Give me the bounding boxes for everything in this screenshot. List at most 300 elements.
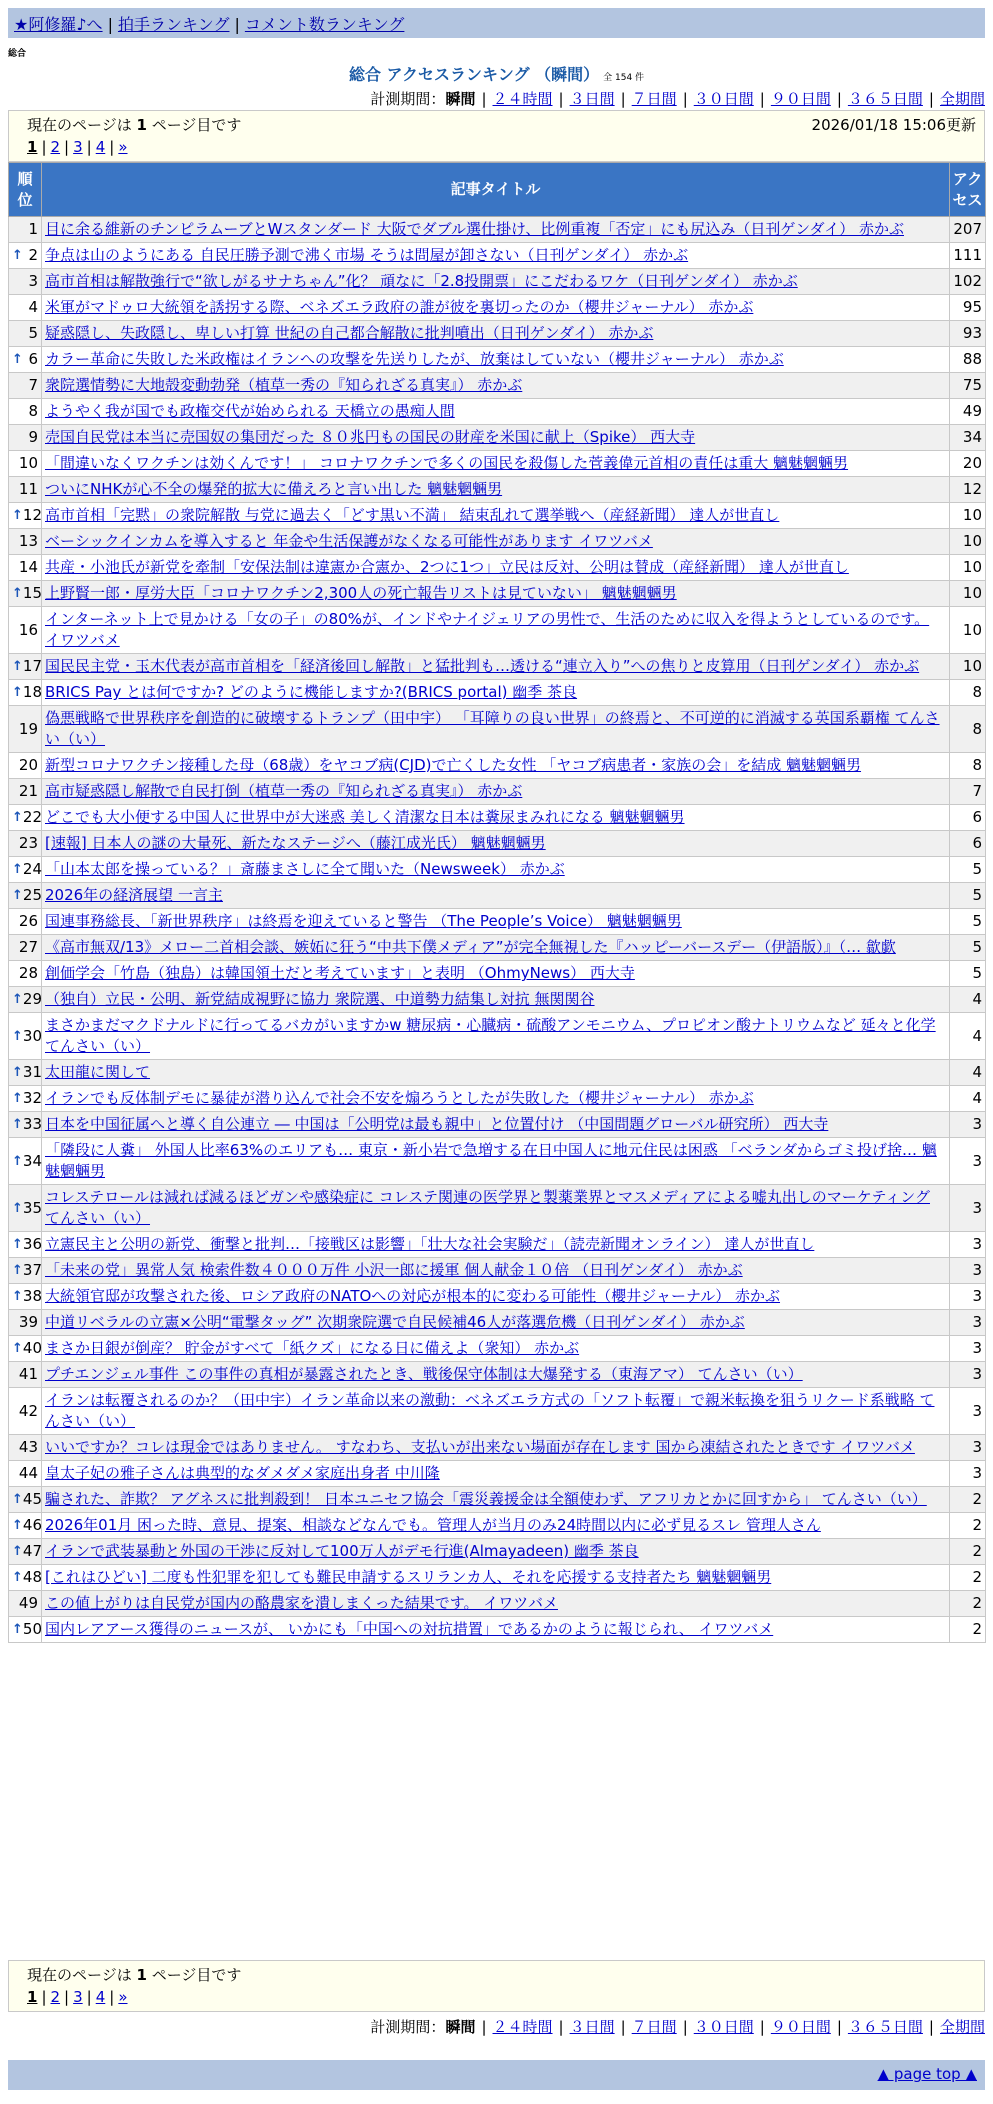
period-option-link[interactable]: ３日間 [569,2018,615,2036]
article-title-link[interactable]: 立憲民主と公明の新党、衝撃と批判…「接戦区は影響」「壮大な社会実験だ」（読売新聞オンライン） 達人が世直し [45,1235,815,1253]
access-count: 8 [950,706,986,753]
rank-cell [9,1617,42,1643]
access-count: 2 [950,1617,986,1643]
table-row [9,1060,986,1086]
period-selector-top [370,88,985,109]
access-count: 207 [950,217,986,243]
access-count: 3 [950,1362,986,1388]
article-title-link[interactable]: 争点は山のようにある 自民圧勝予測で沸く市場 そうは問屋が卸さない（日刊ゲンダイ） 赤かぶ [45,246,689,264]
article-title-link[interactable]: 国民民主党・玉木代表が高市首相を「経済後回し解散」と猛批判も…透ける“連立入り”への焦りと皮算用（日刊ゲンダイ） 赤かぶ [45,657,920,675]
period-separator: | [620,90,626,108]
rank-cell [9,451,42,477]
article-title-link[interactable]: 中道リベラルの立憲×公明“電撃タッグ” 次期衆院選で自民候補46人が落選危機（日刊ゲンダイ） 赤かぶ [45,1313,745,1331]
period-label: 計測期間： [370,2018,446,2036]
rank-number: 34 [22,1151,42,1170]
home-link[interactable]: ★阿修羅♪へ [14,15,103,34]
page-link[interactable]: 3 [73,1988,83,2006]
article-title-link[interactable]: この値上がりは自民党が国内の酪農家を潰しまくった結果です。 イワツバメ [45,1594,558,1612]
table-row [9,1487,986,1513]
period-option-link[interactable]: ２４時間 [492,90,553,108]
period-option-current: 瞬間 [445,2018,476,2036]
title-cell [42,831,950,857]
rank-up-arrow-icon: ↑ [12,1237,23,1252]
article-title-link[interactable]: [これはひどい] 二度も性犯罪を犯しても難民申請するスリランカ人、それを応援する支持者たち 魑魅魍魎男 [45,1568,772,1586]
rank-cell [9,1232,42,1258]
table-row [9,451,986,477]
rank-cell [9,373,42,399]
rank-number: 50 [22,1620,42,1638]
rank-up-arrow-icon: ↑ [12,1289,23,1304]
table-row [9,1539,986,1565]
rank-number: 40 [22,1339,42,1357]
article-title-link[interactable]: 高市首相は解散強行で“欲しがるサナちゃん”化？ 頑なに「2.8投開票」にこだわるワケ（日刊ゲンダイ） 赤かぶ [45,272,798,290]
period-option-link[interactable]: ３６５日間 [847,90,923,108]
table-row [9,779,986,805]
rank-number: 25 [22,886,42,904]
rank-up-arrow-icon: ↑ [12,1544,23,1559]
next-page-link[interactable]: » [118,1988,128,2006]
article-title-link[interactable]: 太田龍に関して [45,1063,151,1081]
rank-up-arrow-icon: ↑ [12,992,23,1007]
title-cell [42,1617,950,1643]
period-separator: | [759,2018,765,2036]
rank-number: 33 [22,1115,42,1133]
table-row [9,961,986,987]
rank-up-arrow-icon: ↑ [12,1028,23,1044]
rank-cell [9,529,42,555]
title-cell [42,1336,950,1362]
table-row [9,935,986,961]
rank-number: 46 [22,1516,42,1534]
rank-up-arrow-icon: ↑ [12,1200,23,1216]
ranking-heading [0,62,993,85]
period-option-link[interactable]: ９０日間 [770,2018,831,2036]
nav-separator: | [234,15,240,34]
rank-up-arrow-icon: ↑ [12,1341,23,1356]
rank-number: 22 [22,808,42,826]
table-row [9,680,986,706]
article-title-link[interactable]: ベーシックインカムを導入すると 年金や生活保護がなくなる可能性があります イワツバメ [45,532,653,550]
title-cell [42,1258,950,1284]
rank-cell [9,987,42,1013]
article-title-link[interactable]: 2026年01月 困った時、意見、提案、相談などなんでも。管理人が当月のみ24時間以内に必ず見るスレ 管理人さん [45,1516,821,1534]
table-row [9,1388,986,1435]
article-title-link[interactable]: 2026年の経済展望 一言主 [45,886,223,904]
title-cell [42,753,950,779]
rank-number: 48 [22,1568,42,1586]
access-count: 10 [950,654,986,680]
rank-cell [9,1435,42,1461]
rank-cell [9,607,42,654]
title-cell [42,1362,950,1388]
rank-number: 10 [18,454,38,472]
access-count: 2 [950,1591,986,1617]
article-title-link[interactable]: 疑惑隠し、失政隠し、卑しい打算 世紀の自己都合解散に批判噴出（日刊ゲンダイ） 赤かぶ [45,324,654,342]
rank-number: 38 [22,1287,42,1305]
access-count: 3 [950,1461,986,1487]
article-title-link[interactable]: 共産・小池氏が新党を牽制「安保法制は違憲か合憲か、2つに1つ」立民は反対、公明は賛成（産経新聞） 達人が世直し [45,558,849,576]
article-title-link[interactable]: 高市首相「完黙」の衆院解散 与党に過去く「どす黒い不満」 結束乱れて選挙戦へ（産経新聞） 達人が世直し [45,506,780,524]
rank-up-arrow-icon: ↑ [12,586,23,601]
article-title-link[interactable]: 「未来の党」異常人気 検索件数４０００万件 小沢一郎に援軍 個人献金１０倍 （日刊ゲンダイ） 赤かぶ [45,1261,743,1279]
rank-number: 43 [18,1438,38,1456]
title-cell [42,425,950,451]
rank-cell [9,1513,42,1539]
table-row [9,909,986,935]
rank-cell [9,1362,42,1388]
rank-number: 20 [18,756,38,774]
rank-up-arrow-icon: ↑ [12,862,23,877]
access-count: 10 [950,581,986,607]
period-label: 計測期間： [370,90,446,108]
rank-cell [9,1461,42,1487]
rank-cell [9,1185,42,1232]
title-cell [42,1487,950,1513]
table-row [9,529,986,555]
article-title-link[interactable]: 衆院選情勢に大地殻変動勃発（植草一秀の『知られざる真実』） 赤かぶ [45,376,523,394]
article-title-link[interactable]: 国内レアアース獲得のニュースが、 いかにも「中国への対抗措置」であるかのように報じられ、 イワツバメ [45,1620,774,1638]
access-count: 2 [950,1539,986,1565]
period-option-link[interactable]: ７日間 [631,90,677,108]
table-row [9,1258,986,1284]
rank-number: 3 [28,272,38,290]
rank-number: 26 [18,912,38,930]
page-link[interactable]: 4 [95,1988,106,2006]
article-title-link[interactable]: 大統領官邸が攻撃された後、ロシア政府のNATOへの対応が根本的に変わる可能性（櫻井ジャーナル） 赤かぶ [45,1287,781,1305]
page-link[interactable]: 3 [73,138,83,156]
page-links [27,138,128,156]
title-cell [42,857,950,883]
article-title-link[interactable]: イランでも反体制デモに暴徒が潜り込んで社会不安を煽ろうとしたが失敗した（櫻井ジャーナル） 赤かぶ [45,1089,754,1107]
page-links [27,1988,128,2006]
access-count: 3 [950,1232,986,1258]
access-count: 20 [950,451,986,477]
page-separator: | [109,138,115,156]
rank-number: 16 [18,620,38,639]
article-title-link[interactable]: ようやく我が国でも政権交代が始められる 天橋立の愚痴人間 [45,402,455,420]
rank-cell [9,1388,42,1435]
rank-number: 19 [18,719,38,738]
table-row [9,607,986,654]
article-title-link[interactable]: 日本を中国征属へと導く自公連立 ― 中国は「公明党は最も親中」と位置付け （中国問題グローバル研究所） 西大寺 [45,1115,829,1133]
access-count: 7 [950,779,986,805]
rank-cell [9,831,42,857]
ranking-title: 総合 アクセスランキング （瞬間） [348,65,600,84]
article-title-link[interactable]: 米軍がマドゥロ大統領を誘拐する際、ベネズエラ政府の誰が彼を裏切ったのか（櫻井ジャーナル） 赤かぶ [45,298,754,316]
article-title-link[interactable]: インターネット上で見かける「女の子」の80%が、インドやナイジェリアの男性で、生活のために収入を得ようとしているのです。 イワツバメ [45,610,930,649]
rank-number: 42 [18,1401,38,1420]
title-cell [42,961,950,987]
access-count: 95 [950,295,986,321]
rank-number: 15 [22,584,42,602]
article-title-link[interactable]: 売国自民党は本当に売国奴の集団だった ８０兆円もの国民の財産を米国に献上（Spike） 西大寺 [45,428,696,446]
genre-label: 総合 [8,49,27,59]
access-count: 93 [950,321,986,347]
access-count: 10 [950,529,986,555]
access-count: 111 [950,243,986,269]
rank-cell [9,1565,42,1591]
table-row [9,1138,986,1185]
comment-ranking-link[interactable]: コメント数ランキング [244,15,405,34]
access-count: 3 [950,1112,986,1138]
current-page-number: 1 [136,116,147,134]
title-cell [42,607,950,654]
access-count: 3 [950,1185,986,1232]
access-count: 2 [950,1565,986,1591]
article-title-link[interactable]: BRICS Pay とは何ですか? どのように機能しますか?(BRICS portal) 幽季 茶良 [45,683,578,701]
rank-number: 44 [18,1464,38,1482]
rank-number: 6 [28,350,38,368]
table-row [9,1513,986,1539]
rank-cell [9,857,42,883]
table-row [9,1435,986,1461]
rank-cell [9,1487,42,1513]
title-cell [42,399,950,425]
rank-number: 9 [28,428,38,446]
access-count: 5 [950,883,986,909]
article-title-link[interactable]: ついにNHKが心不全の爆発的拡大に備えろと言い出した 魑魅魍魎男 [45,480,503,498]
page-separator: | [64,1988,70,2006]
table-row [9,425,986,451]
page-top-link[interactable]: ▲ page top ▲ [877,2065,977,2083]
table-row [9,347,986,373]
clap-ranking-link[interactable]: 拍手ランキング [117,15,230,34]
article-title-link[interactable]: カラー革命に失敗した米政権はイランへの攻撃を先送りしたが、放棄はしていない（櫻井ジャーナル） 赤かぶ [45,350,784,368]
ranking-table [8,162,986,1643]
rank-number: 28 [18,964,38,982]
article-title-link[interactable]: どこでも大小便する中国人に世界中が大迷惑 美しく清潔な日本は糞尿まみれになる 魑魅魍魎男 [45,808,685,826]
access-count: 2 [950,1487,986,1513]
article-title-link[interactable]: 高市疑惑隠し解散で自民打倒（植草一秀の『知られざる真実』） 赤かぶ [45,782,523,800]
table-row [9,269,986,295]
access-count: 4 [950,1013,986,1060]
page-link[interactable]: 4 [95,138,106,156]
rank-number: 12 [22,506,42,524]
rank-up-arrow-icon: ↑ [12,1091,23,1106]
rank-cell [9,555,42,581]
rank-up-arrow-icon: ↑ [12,1153,23,1169]
table-row [9,243,986,269]
title-cell [42,706,950,753]
rank-cell [9,1539,42,1565]
article-title-link[interactable]: 「間違いなくワクチンは効くんです！」 コロナワクチンで多くの国民を殺傷した菅義偉元首相の責任は重大 魑魅魍魎男 [45,454,849,472]
period-separator: | [558,90,564,108]
period-option-link[interactable]: 全期間 [939,90,985,108]
period-option-link[interactable]: 全期間 [939,2018,985,2036]
article-title-link[interactable]: 《高市無双/13》メロー二首相会談、嫉妬に狂う“中共下僕メディア”が完全無視した『ハッピーバースデー（伊語版）』（… 歙歔 [45,938,896,956]
table-header-row [9,163,986,217]
rank-cell [9,1336,42,1362]
access-count: 4 [950,1086,986,1112]
title-cell [42,1435,950,1461]
title-cell [42,347,950,373]
period-separator: | [836,90,842,108]
rank-cell [9,295,42,321]
rank-number: 36 [22,1235,42,1253]
page-info-suffix: ページ目です [151,116,242,134]
access-count: 4 [950,1060,986,1086]
article-title-link[interactable]: プチエンジェル事件 この事件の真相が暴露されたとき、戦後保守体制は大爆発する（東海アマ） てんさい（い） [45,1365,803,1383]
current-page-number: 1 [136,1966,147,1984]
article-title-link[interactable]: 騙された、詐欺？ アグネスに批判殺到！ 日本ユニセフ協会「震災義援金は全額使わず、アフリカとかに回すから」 てんさい（い） [45,1490,927,1508]
access-count: 8 [950,680,986,706]
rank-up-arrow-icon: ↑ [12,685,23,700]
access-count: 12 [950,477,986,503]
table-row [9,1284,986,1310]
period-separator: | [481,90,487,108]
table-row [9,1112,986,1138]
article-title-link[interactable]: まさかまだマクドナルドに行ってるバカがいますかw 糖尿病・心臓病・硫酸アンモニウム、プロピオン酸ナトリウムなど 延々と化学 てんさい（い） [45,1016,936,1055]
title-cell [42,1086,950,1112]
article-title-link[interactable]: [速報] 日本人の謎の大量死、新たなステージへ（藤江成光氏） 魑魅魍魎男 [45,834,546,852]
period-option-link[interactable]: ３０日間 [693,90,754,108]
title-cell [42,654,950,680]
rank-up-arrow-icon: ↑ [12,810,23,825]
rank-number: 17 [22,657,42,675]
article-title-link[interactable]: （独自）立民・公明、新党結成視野に協力 衆院選、中道勢力結集し対抗 無関関谷 [45,990,595,1008]
footer-bar [8,2060,985,2090]
title-cell [42,909,950,935]
rank-up-arrow-icon: ↑ [12,1518,23,1533]
rank-cell [9,935,42,961]
rank-cell [9,269,42,295]
article-title-link[interactable]: 偽悪戦略で世界秩序を創造的に破壊するトランプ（田中宇） 「耳障りの良い世界」の終焉と、不可逆的に消滅する英国系覇権 てんさい（い） [45,709,940,748]
table-row [9,805,986,831]
article-title-link[interactable]: 創価学会「竹島（独島）は韓国領土だと考えています」と表明 （OhmyNews） 西大寺 [45,964,635,982]
rank-number: 2 [28,246,38,264]
rank-cell [9,1310,42,1336]
article-title-link[interactable]: 国連事務総長、「新世界秩序」は終焉を迎えていると警告 （The People’s Voice） 魑魅魍魎男 [45,912,682,930]
rank-cell [9,1060,42,1086]
rank-up-arrow-icon: ↑ [12,1065,23,1080]
ranking-body [9,217,986,1643]
period-separator: | [928,90,934,108]
rank-cell [9,961,42,987]
period-option-link[interactable]: ７日間 [631,2018,677,2036]
next-page-link[interactable]: » [118,138,128,156]
rank-up-arrow-icon: ↑ [12,1492,23,1507]
access-count: 3 [950,1284,986,1310]
table-row [9,987,986,1013]
title-cell [42,1013,950,1060]
title-cell [42,269,950,295]
rank-cell [9,1013,42,1060]
title-cell [42,243,950,269]
col-title-header: 記事タイトル [42,163,950,217]
page-separator: | [41,1988,47,2006]
rank-number: 24 [22,860,42,878]
rank-number: 47 [22,1542,42,1560]
rank-cell [9,1258,42,1284]
table-row [9,373,986,399]
rank-up-arrow-icon: ↑ [12,1570,23,1585]
article-title-link[interactable]: イランで武装暴動と外国の干渉に反対して100万人がデモ行進(Almayadeen) 幽季 茶良 [45,1542,639,1560]
top-nav-bar [8,8,985,38]
rank-number: 11 [18,480,38,498]
title-cell [42,1513,950,1539]
access-count: 10 [950,503,986,529]
rank-number: 7 [28,376,38,394]
rank-number: 35 [22,1198,42,1217]
page-info-prefix: 現在のページは [27,1966,132,1984]
page-current: 1 [27,1988,38,2006]
title-cell [42,1565,950,1591]
table-row [9,1617,986,1643]
access-count: 3 [950,1258,986,1284]
access-count: 6 [950,805,986,831]
page-info-prefix: 現在のページは [27,116,132,134]
page-separator: | [86,1988,92,2006]
access-count: 49 [950,399,986,425]
period-option-link[interactable]: ２４時間 [492,2018,553,2036]
page-link[interactable]: 2 [50,1988,61,2006]
period-separator: | [928,2018,934,2036]
title-cell [42,555,950,581]
period-option-link[interactable]: ３日間 [569,90,615,108]
rank-cell [9,706,42,753]
title-cell [42,1310,950,1336]
rank-cell [9,217,42,243]
article-title-link[interactable]: イランは転覆されるのか？（田中宇）イラン革命以来の激動：ベネズエラ方式の「ソフト転覆」で親米転換を狙うリクード系戦略 てんさい（い） [45,1391,935,1430]
article-title-link[interactable]: コレステロールは減れば減るほどガンや感染症に コレステ関連の医学界と製薬業界とマスメディアによる嘘丸出しのマーケティング てんさい（い） [45,1188,930,1227]
article-title-link[interactable]: まさか日銀が倒産？ 貯金がすべて「紙クズ」になる日に備えよ（衆知） 赤かぶ [45,1339,580,1357]
table-row [9,1362,986,1388]
page-link[interactable]: 2 [50,138,61,156]
period-separator: | [620,2018,626,2036]
access-count: 3 [950,1388,986,1435]
title-cell [42,1388,950,1435]
rank-up-arrow-icon: ↑ [12,888,23,903]
article-title-link[interactable]: 目に余る維新のチンピラムーブとWスタンダード 大阪でダブル選仕掛け、比例重複「否定」にも尻込み（日刊ゲンダイ） 赤かぶ [45,220,904,238]
title-cell [42,1185,950,1232]
rank-cell [9,425,42,451]
title-cell [42,217,950,243]
access-count: 4 [950,987,986,1013]
period-option-link[interactable]: ３６５日間 [847,2018,923,2036]
title-cell [42,1112,950,1138]
col-access-header: アクセス [950,163,986,217]
title-cell [42,295,950,321]
article-title-link[interactable]: 皇太子妃の雅子さんは典型的なダメダメ家庭出身者 中川隆 [45,1464,440,1482]
rank-number: 13 [18,532,38,550]
period-separator: | [682,2018,688,2036]
pager-bottom [8,1960,985,2012]
col-rank-header: 順位 [9,163,42,217]
article-title-link[interactable]: 上野賢一郎・厚労大臣「コロナワクチン2,300人の死亡報告リストは見ていない」 魑魅魍魎男 [45,584,677,602]
rank-up-arrow-icon: ↑ [12,248,23,263]
period-separator: | [836,2018,842,2036]
rank-number: 1 [28,220,38,238]
article-title-link[interactable]: 「隣段に人糞」 外国人比率63%のエリアも… 東京・新小岩で急増する在日中国人に地元住民は困惑 「ベランダからゴミ投げ捨… 魑魅魍魎男 [45,1141,937,1180]
article-title-link[interactable]: 新型コロナワクチン接種した母（68歳）をヤコブ病(CJD)で亡くした女性 「ヤコブ病患者・家族の会」を結成 魑魅魍魎男 [45,756,862,774]
rank-cell [9,321,42,347]
access-count: 5 [950,935,986,961]
rank-cell [9,1591,42,1617]
article-title-link[interactable]: 「山本太郎を操っている？」斎藤まさしに全て聞いた（Newsweek） 赤かぶ [45,860,565,878]
title-cell [42,503,950,529]
access-count: 3 [950,1138,986,1185]
access-count: 10 [950,555,986,581]
title-cell [42,1138,950,1185]
period-option-link[interactable]: ３０日間 [693,2018,754,2036]
page-current: 1 [27,138,38,156]
rank-number: 31 [22,1063,42,1081]
article-title-link[interactable]: いいですか？コレは現金ではありません。 すなわち、支払いが出来ない場面が存在します 国から凍結されたときです イワツバメ [45,1438,915,1456]
table-row [9,477,986,503]
period-option-link[interactable]: ９０日間 [770,90,831,108]
page-separator: | [86,138,92,156]
table-row [9,503,986,529]
